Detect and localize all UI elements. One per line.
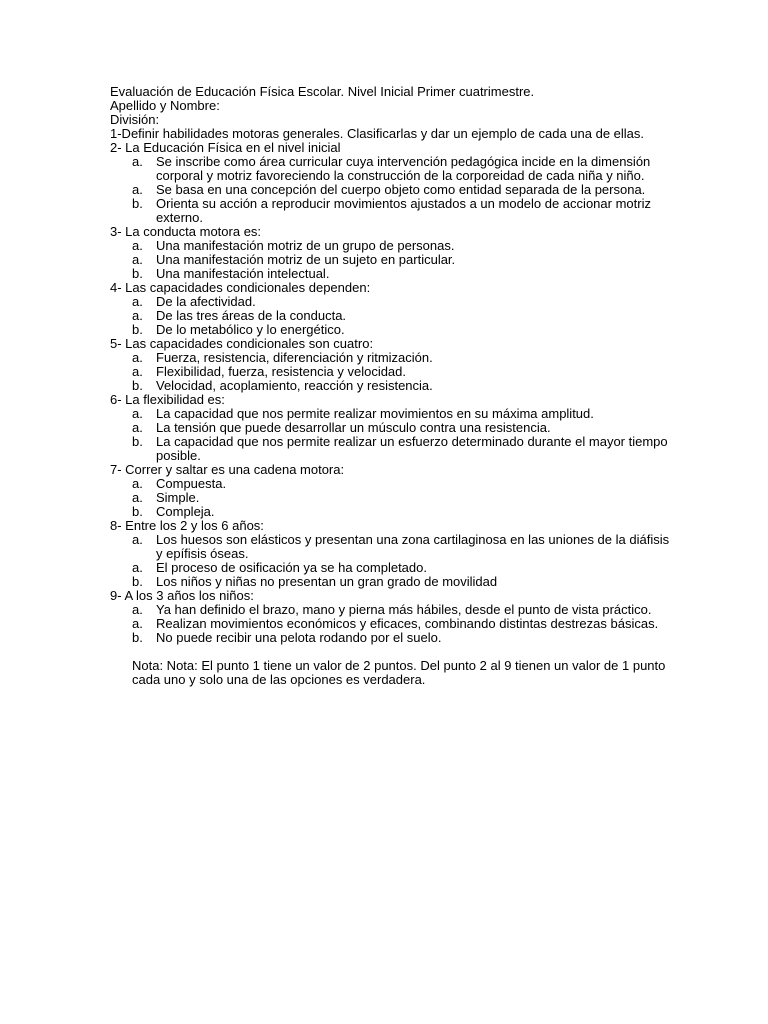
- option-marker: a.: [132, 294, 143, 309]
- option-text: La capacidad que nos permite realizar movimientos en su máxima amplitud.: [156, 406, 594, 421]
- question-text: 3- La conducta motora es:: [110, 224, 262, 239]
- answer-option: [110, 407, 670, 421]
- answer-option: [110, 351, 670, 365]
- option-marker: a.: [132, 308, 143, 323]
- answer-options: [110, 407, 670, 463]
- option-text: Compleja.: [156, 504, 215, 519]
- answer-option: [110, 379, 670, 393]
- option-marker: a.: [132, 532, 143, 547]
- answer-option: [110, 491, 670, 505]
- option-text: Simple.: [156, 490, 200, 505]
- option-marker: b.: [132, 266, 143, 281]
- answer-option: [110, 575, 670, 589]
- question-9: [110, 589, 670, 645]
- option-marker: a.: [132, 420, 143, 435]
- answer-options: [110, 295, 670, 337]
- option-marker: b.: [132, 504, 143, 519]
- option-text: Una manifestación intelectual.: [156, 266, 330, 281]
- answer-options: [110, 155, 670, 225]
- answer-option: [110, 421, 670, 435]
- answer-options: [110, 477, 670, 519]
- grading-note: Nota: Nota: El punto 1 tiene un valor de 2 puntos. Del punto 2 al 9 tienen un valor de 1 punto cada uno y solo una de las opciones es verdadera.: [132, 658, 666, 687]
- name-field-label: Apellido y Nombre:: [110, 98, 220, 113]
- question-text: 5- Las capacidades condicionales son cuatro:: [110, 336, 374, 351]
- question-1: [110, 127, 670, 141]
- option-marker: b.: [132, 434, 143, 449]
- option-text: Una manifestación motriz de un sujeto en particular.: [156, 252, 456, 267]
- answer-option: [110, 617, 670, 631]
- answer-option: [110, 631, 670, 645]
- answer-option: [110, 603, 670, 617]
- option-text: Compuesta.: [156, 476, 227, 491]
- option-marker: a.: [132, 616, 143, 631]
- question-text: 1-Definir habilidades motoras generales. Clasificarlas y dar un ejemplo de cada una de ellas.: [110, 126, 645, 141]
- question-7: [110, 463, 670, 519]
- answer-option: [110, 253, 670, 267]
- option-text: La tensión que puede desarrollar un músculo contra una resistencia.: [156, 420, 551, 435]
- option-text: Fuerza, resistencia, diferenciación y ritmización.: [156, 350, 433, 365]
- option-marker: a.: [132, 490, 143, 505]
- option-marker: b.: [132, 322, 143, 337]
- option-marker: a.: [132, 238, 143, 253]
- answer-options: [110, 533, 670, 589]
- question-text: 2- La Educación Física en el nivel inicial: [110, 140, 341, 155]
- question-2: [110, 141, 670, 225]
- answer-option: [110, 155, 670, 183]
- option-marker: a.: [132, 560, 143, 575]
- answer-option: [110, 183, 670, 197]
- answer-options: [110, 351, 670, 393]
- option-marker: a.: [132, 252, 143, 267]
- question-text: 9- A los 3 años los niños:: [110, 588, 254, 603]
- question-8: [110, 519, 670, 589]
- question-text: 8- Entre los 2 y los 6 años:: [110, 518, 264, 533]
- option-marker: b.: [132, 630, 143, 645]
- option-marker: b.: [132, 378, 143, 393]
- option-text: Se inscribe como área curricular cuya intervención pedagógica incide en la dimensión corporal y motriz favoreciendo la construcción de la corporeidad de cada niña y niño.: [156, 154, 651, 183]
- option-marker: a.: [132, 364, 143, 379]
- answer-option: [110, 267, 670, 281]
- option-text: Flexibilidad, fuerza, resistencia y velocidad.: [156, 364, 407, 379]
- answer-option: [110, 533, 670, 561]
- student-fields: [110, 99, 670, 127]
- answer-option: [110, 295, 670, 309]
- option-marker: a.: [132, 602, 143, 617]
- answer-option: [110, 239, 670, 253]
- question-text: 4- Las capacidades condicionales dependen:: [110, 280, 371, 295]
- exam-title: Evaluación de Educación Física Escolar. Nivel Inicial Primer cuatrimestre.: [110, 84, 535, 99]
- division-field-label: División:: [110, 112, 160, 127]
- option-text: No puede recibir una pelota rodando por el suelo.: [156, 630, 442, 645]
- option-text: El proceso de osificación ya se ha completado.: [156, 560, 427, 575]
- answer-option: [110, 365, 670, 379]
- option-text: De la afectividad.: [156, 294, 256, 309]
- question-5: [110, 337, 670, 393]
- answer-options: [110, 603, 670, 645]
- option-text: Ya han definido el brazo, mano y pierna más hábiles, desde el punto de vista práctico.: [156, 602, 652, 617]
- option-marker: a.: [132, 154, 143, 169]
- answer-option: [110, 323, 670, 337]
- option-text: Los niños y niñas no presentan un gran grado de movilidad: [156, 574, 498, 589]
- option-marker: a.: [132, 350, 143, 365]
- option-marker: a.: [132, 406, 143, 421]
- question-3: [110, 225, 670, 281]
- option-text: Se basa en una concepción del cuerpo objeto como entidad separada de la persona.: [156, 182, 646, 197]
- question-text: 6- La flexibilidad es:: [110, 392, 225, 407]
- option-text: De lo metabólico y lo energético.: [156, 322, 345, 337]
- answer-option: [110, 197, 670, 225]
- option-text: De las tres áreas de la conducta.: [156, 308, 347, 323]
- option-text: Los huesos son elásticos y presentan una zona cartilaginosa en las uniones de la diáfisis y epífisis óseas.: [156, 532, 670, 561]
- option-text: La capacidad que nos permite realizar un esfuerzo determinado durante el mayor tiempo posible.: [156, 434, 668, 463]
- option-marker: a.: [132, 182, 143, 197]
- option-marker: b.: [132, 574, 143, 589]
- option-text: Orienta su acción a reproducir movimientos ajustados a un modelo de accionar motriz externo.: [156, 196, 651, 225]
- answer-option: [110, 505, 670, 519]
- answer-option: [110, 477, 670, 491]
- question-text: 7- Correr y saltar es una cadena motora:: [110, 462, 345, 477]
- exam-document: [110, 85, 670, 687]
- answer-options: [110, 239, 670, 281]
- option-text: Velocidad, acoplamiento, reacción y resistencia.: [156, 378, 433, 393]
- option-marker: b.: [132, 196, 143, 211]
- question-6: [110, 393, 670, 463]
- option-marker: a.: [132, 476, 143, 491]
- answer-option: [110, 309, 670, 323]
- question-4: [110, 281, 670, 337]
- answer-option: [110, 435, 670, 463]
- answer-option: [110, 561, 670, 575]
- option-text: Realizan movimientos económicos y eficaces, combinando distintas destrezas básicas.: [156, 616, 659, 631]
- option-text: Una manifestación motriz de un grupo de personas.: [156, 238, 455, 253]
